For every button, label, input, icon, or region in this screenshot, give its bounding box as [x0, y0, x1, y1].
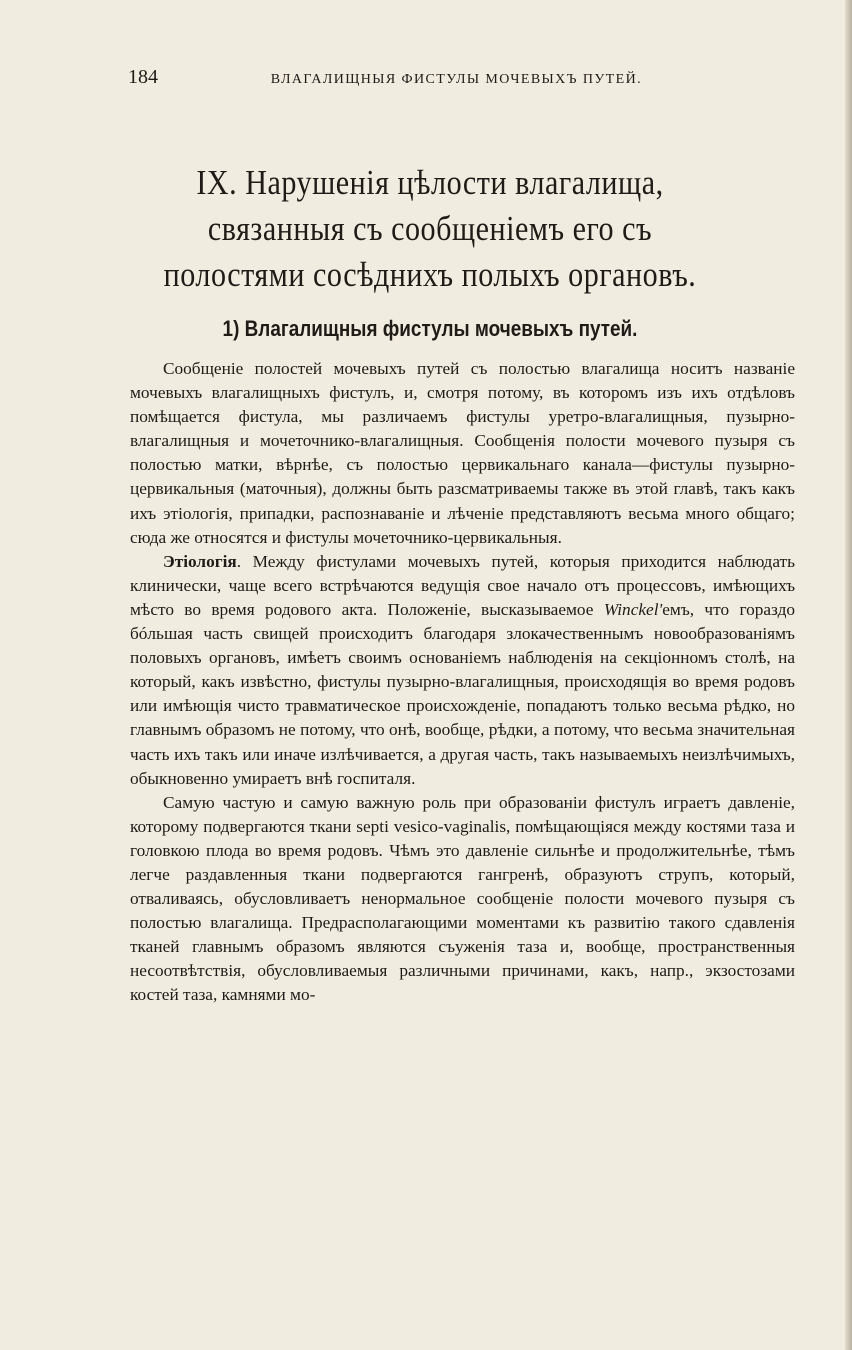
section-title: 1) Влагалищныя фистулы мочевыхъ путей. — [222, 316, 638, 341]
paragraph-2-part-b: емъ, что гораздо бóльшая часть свищей происходитъ благодаря злокачественнымъ новообразованіямъ половыхъ органовъ, имѣетъ своимъ основаніемъ наблюденія на секціонномъ столѣ, на который, какъ извѣстно, фистулы пузырно-влагалищныя, происходящія во время родовъ или имѣющія чисто травматическое происхожденіе, попадаютъ только весьма рѣдко, но главнымъ образомъ не потому, что онѣ, вообще, рѣдки, а потому, что весьма значительная часть ихъ такъ или иначе излѣчивается, а другая часть, такъ называемыхъ неизлѣчимыхъ, обыкновенно умираетъ внѣ госпиталя. — [130, 599, 795, 788]
paragraph-1: Сообщеніе полостей мочевыхъ путей съ полостью влагалища носитъ названіе мочевыхъ влагалищныхъ фистулъ, и, смотря потому, въ которомъ изъ ихъ отдѣловъ помѣщается фистула, мы различаемъ фистулы уретро-влагалищныя, пузырно-влагалищныя и мочеточнико-влагалищныя. Сообщенія полости мочевого пузыря съ полостью матки, вѣрнѣе, съ полостью цервикальнаго канала—фистулы пузырно-цервикальныя (маточныя), должны быть разсматриваемы также въ этой главѣ, такъ какъ ихъ этіологія, припадки, распознаваніе и лѣченіе представляютъ весьма много общаго; сюда же относятся и фистулы мочеточнико-цервикальныя. — [130, 359, 795, 547]
etiology-heading: Этіологія — [163, 551, 237, 571]
author-name-winckel: Winckel' — [603, 599, 663, 619]
running-header — [128, 66, 668, 96]
paragraph-2-part-a: . Между фистулами мочевыхъ путей, которыя приходится наблюдать клинически, чаще всего встрѣчаются ведущія свое начало отъ процессовъ, имѣющихъ мѣсто во время родового акта. Положеніе, высказываемое — [130, 551, 795, 619]
paragraph-2 — [130, 550, 795, 791]
page-edge-shadow — [845, 0, 852, 1350]
page-number: 184 — [128, 66, 158, 88]
running-title: ВЛАГАЛИЩНЫЯ ФИСТУЛЫ МОЧЕВЫХЪ ПУТЕЙ. — [270, 72, 642, 87]
body-text — [130, 357, 795, 1008]
chapter-title: IX. Нарушенія цѣлости влагалища, связанныя съ сообщеніемъ его съ полостями сосѣднихъ полыхъ органовъ. — [163, 163, 697, 294]
paragraph-3: Самую частую и самую важную роль при образованіи фистулъ играетъ давленіе, которому подвергаются ткани septi vesico-vaginalis, помѣщающіяся между костями таза и головкою плода во время родовъ. Чѣмъ это давленіе сильнѣе и продолжительнѣе, тѣмъ легче раздавленныя ткани подвергаются гангренѣ, образуютъ струпъ, который, отваливаясь, обусловливаетъ ненормальное сообщеніе полости мочевого пузыря съ полостью влагалища. Предрасполагающими моментами къ развитію такого сдавленія тканей главнымъ образомъ являются съуженія таза и, вообще, пространственныя несоотвѣтствія, обусловливаемыя различными причинами, какъ, напр., экзостозами костей таза, камнями мо- — [130, 792, 795, 1005]
